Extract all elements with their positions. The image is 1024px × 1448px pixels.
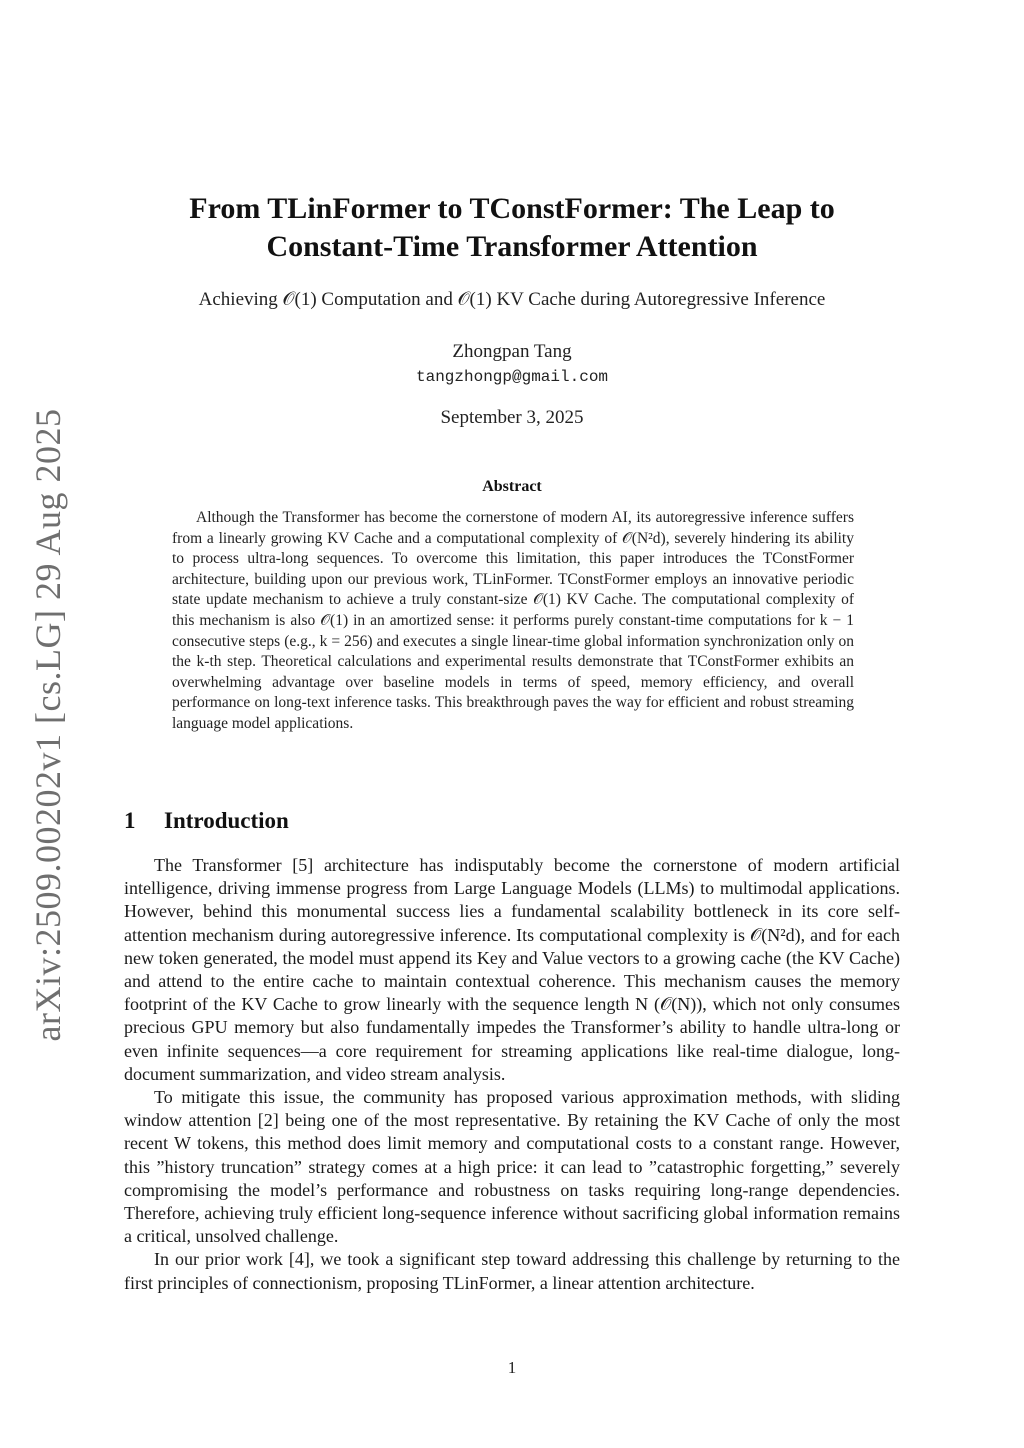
title-line-1: From TLinFormer to TConstFormer: The Leap to <box>189 192 835 225</box>
paragraph: In our prior work [4], we took a significant step toward addressing this challenge by returning to the first principles of connectionism, proposing TLinFormer, a linear attention architecture. <box>124 1249 900 1293</box>
arxiv-watermark: arXiv:2509.00202v1 [cs.LG] 29 Aug 2025 <box>28 408 68 1042</box>
abstract-text: Although the Transformer has become the cornerstone of modern AI, its autoregressive inference suffers from a linearly growing KV Cache and a computational complexity of 𝒪(N²d), severely hindering its ability to process ultra-long sequences. To overcome this limitation, this paper introduces the TConstFormer architecture, building upon our previous work, TLinFormer. TConstFormer employs an innovative periodic state update mechanism to achieve a truly constant-size 𝒪(1) KV Cache. The computational complexity of this mechanism is also 𝒪(1) in an amortized sense: it performs purely constant-time computations for k − 1 consecutive steps (e.g., k = 256) and executes a single linear-time global information synchronization only on the k-th step. Theoretical calculations and experimental results demonstrate that TConstFormer exhibits an overwhelming advantage over baseline models in terms of speed, memory efficiency, and overall performance on long-text inference tasks. This breakthrough paves the way for efficient and robust streaming language model applications. <box>172 509 854 732</box>
title-line-2: Constant-Time Transformer Attention <box>266 230 758 263</box>
paragraph: The Transformer [5] architecture has indisputably become the cornerstone of modern artificial intelligence, driving immense progress from Large Language Models (LLMs) to multimodal applications. However, behind this monumental success lies a fundamental scalability bottleneck in its core self-attention mechanism during autoregressive inference. Its computational complexity is 𝒪(N²d), and for each new token generated, the model must append its Key and Value vectors to a growing cache (the KV Cache) and attend to the entire cache to maintain contextual coherence. This mechanism causes the memory footprint of the KV Cache to grow linearly with the sequence length N (𝒪(N)), which not only consumes precious GPU memory but also fundamentally impedes the Transformer’s ability to handle ultra-long or even infinite sequences—a core requirement for streaming applications like real-time dialogue, long-document summarization, and video stream analysis. <box>124 855 900 1084</box>
page-number: 1 <box>507 1358 517 1377</box>
paper-date: September 3, 2025 <box>440 407 584 428</box>
paragraph: To mitigate this issue, the community has proposed various approximation methods, with sliding window attention [2] being one of the most representative. By retaining the KV Cache of only the most recent W tokens, this method does limit memory and computational costs to a constant range. However, this ”history truncation” strategy comes at a high price: it can lead to ”catastrophic forgetting,” severely compromising the model’s performance and robustness on tasks requiring long-range dependencies. Therefore, achieving truly efficient long-sequence inference without sacrificing global information remains a critical, unsolved challenge. <box>124 1087 900 1247</box>
section-number: 1 <box>124 808 136 833</box>
abstract-heading: Abstract <box>482 478 542 495</box>
paper-title <box>124 190 900 266</box>
author-name: Zhongpan Tang <box>452 341 572 362</box>
section-heading-introduction <box>124 806 289 836</box>
paper-subtitle: Achieving 𝒪(1) Computation and 𝒪(1) KV Cache during Autoregressive Inference <box>198 289 826 310</box>
section-title: Introduction <box>164 808 289 833</box>
author-email: tangzhongp@gmail.com <box>415 368 609 386</box>
introduction-body <box>124 854 900 1295</box>
